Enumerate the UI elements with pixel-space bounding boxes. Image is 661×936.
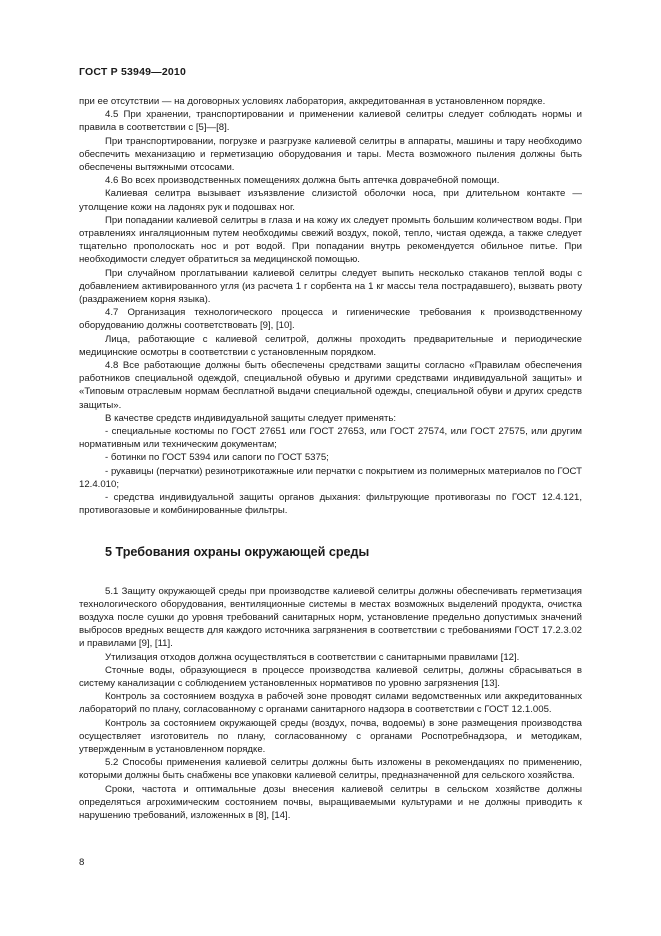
list-item: - ботинки по ГОСТ 5394 или сапоги по ГОСТ 5375; xyxy=(105,452,329,464)
paragraph: Калиевая селитра вызывает изъязвление слизистой оболочки носа, при длительном контакте — утолщение кожи на ладонях рук и подошвах ног. xyxy=(79,188,582,213)
list-item: - рукавицы (перчатки) резинотрикотажные или перчатки с покрытием из полимерных материалов по ГОСТ 12.4.010; xyxy=(79,465,582,490)
paragraph: Контроль за состоянием окружающей среды (воздух, почва, водоемы) в зоне размещения производства осуществляет изготовитель по плану, согласованному с органами Роспотребнадзора, и методикам, утвержденным в установленном порядке. xyxy=(79,717,582,755)
paragraph: Лица, работающие с калиевой селитрой, должны проходить предварительные и периодические медицинские осмотры в соответствии с установленным порядком. xyxy=(79,333,582,358)
paragraph: Сточные воды, образующиеся в процессе производства калиевой селитры, должны сбрасываться в систему канализации с соблюдением установленных нормативов по уровню загрязнения [13]. xyxy=(79,664,582,689)
paragraph: При попадании калиевой селитры в глаза и на кожу их следует промыть большим количеством воды. При отравлениях ингаляционным путем необходимы свежий воздух, покой, тепло, чистая одежда, а также следует тщательно прополоскать нос и рот водой. При попадании внутрь рекомендуется обильное питье. При необходимости следует обратиться за медицинской помощью. xyxy=(79,214,582,266)
paragraph-continuation: при ее отсутствии — на договорных условиях лаборатория, аккредитованная в установленном порядке. xyxy=(79,96,546,107)
paragraph-4-6: 4.6 Во всех производственных помещениях должна быть аптечка доврачебной помощи. xyxy=(105,175,500,187)
list-item: - специальные костюмы по ГОСТ 27651 или ГОСТ 27653, или ГОСТ 27574, или ГОСТ 27575, или другим нормативным или техническим документам; xyxy=(79,426,582,451)
paragraph: Сроки, частота и оптимальные дозы внесения калиевой селитры в сельском хозяйстве должны определяться агрохимическим состоянием почвы, выращиваемыми культурами и не должны приводить к нарушению требований, изложенных в [8], [14]. xyxy=(79,783,582,821)
paragraph-5-2: 5.2 Способы применения калиевой селитры должны быть изложены в рекомендациях по применению, которыми должны быть снабжены все упаковки калиевой селитры, предназначенной для сельского хозяйства. xyxy=(79,757,582,782)
list-item: - средства индивидуальной защиты органов дыхания: фильтрующие противогазы по ГОСТ 12.4.121, противогазовые и комбинированные фильтры. xyxy=(79,492,582,517)
document-body xyxy=(79,95,582,822)
paragraph-4-5: 4.5 При хранении, транспортировании и применении калиевой селитры следует соблюдать нормы и правила в соответствии с [5]—[8]. xyxy=(79,109,582,134)
paragraph: При случайном проглатывании калиевой селитры следует выпить несколько стаканов теплой воды с добавлением активированного угля (из расчета 1 г сорбента на 1 кг массы тела пострадавшего), вызвать рвоту (раздражением корня языка). xyxy=(79,267,582,306)
paragraph: Утилизация отходов должна осуществляться в соответствии с санитарными правилами [12]. xyxy=(105,651,520,663)
section-5-title: 5 Требования охраны окружающей среды xyxy=(105,544,370,559)
paragraph: При транспортировании, погрузке и разгрузке калиевой селитры в аппараты, машины и тару необходимо обеспечить механизацию и герметизацию оборудования и тары. Места возможного пыления должны быть обеспечены вытяжными отсосами. xyxy=(79,135,582,174)
paragraph: В качестве средств индивидуальной защиты следует применять: xyxy=(105,412,397,424)
paragraph-5-1: 5.1 Защиту окружающей среды при производстве калиевой селитры должны обеспечивать герметизация технологического оборудования, вентиляционные системы в местах возможных выделений продукта, очистка воздуха после сушки до уровня требований санитарных норм, установление предельно допустимых значений выбросов вредных веществ для каждого источника загрязнения в соответствии с требованиями ГОСТ 17.2.3.02 и правилами [9], [11]. xyxy=(79,585,582,650)
paragraph: Контроль за состоянием воздуха в рабочей зоне проводят силами ведомственных или аккредитованных лабораторий по плану, согласованному с органами санитарного надзора в соответствии с ГОСТ 12.1.005. xyxy=(79,691,582,716)
document-code-header: ГОСТ Р 53949—2010 xyxy=(79,66,187,78)
paragraph-4-8: 4.8 Все работающие должны быть обеспечены средствами защиты согласно «Правилам обеспечения работников специальной одеждой, специальной обувью и другими средствами индивидуальной защиты» и «Типовым отраслевым нормам бесплатной выдачи специальной одежды, специальной обуви и других средств защиты». xyxy=(79,360,582,411)
page-number: 8 xyxy=(79,857,85,868)
paragraph-4-7: 4.7 Организация технологического процесса и гигиенические требования к производственному оборудованию должны соответствовать [9], [10]. xyxy=(79,307,582,332)
